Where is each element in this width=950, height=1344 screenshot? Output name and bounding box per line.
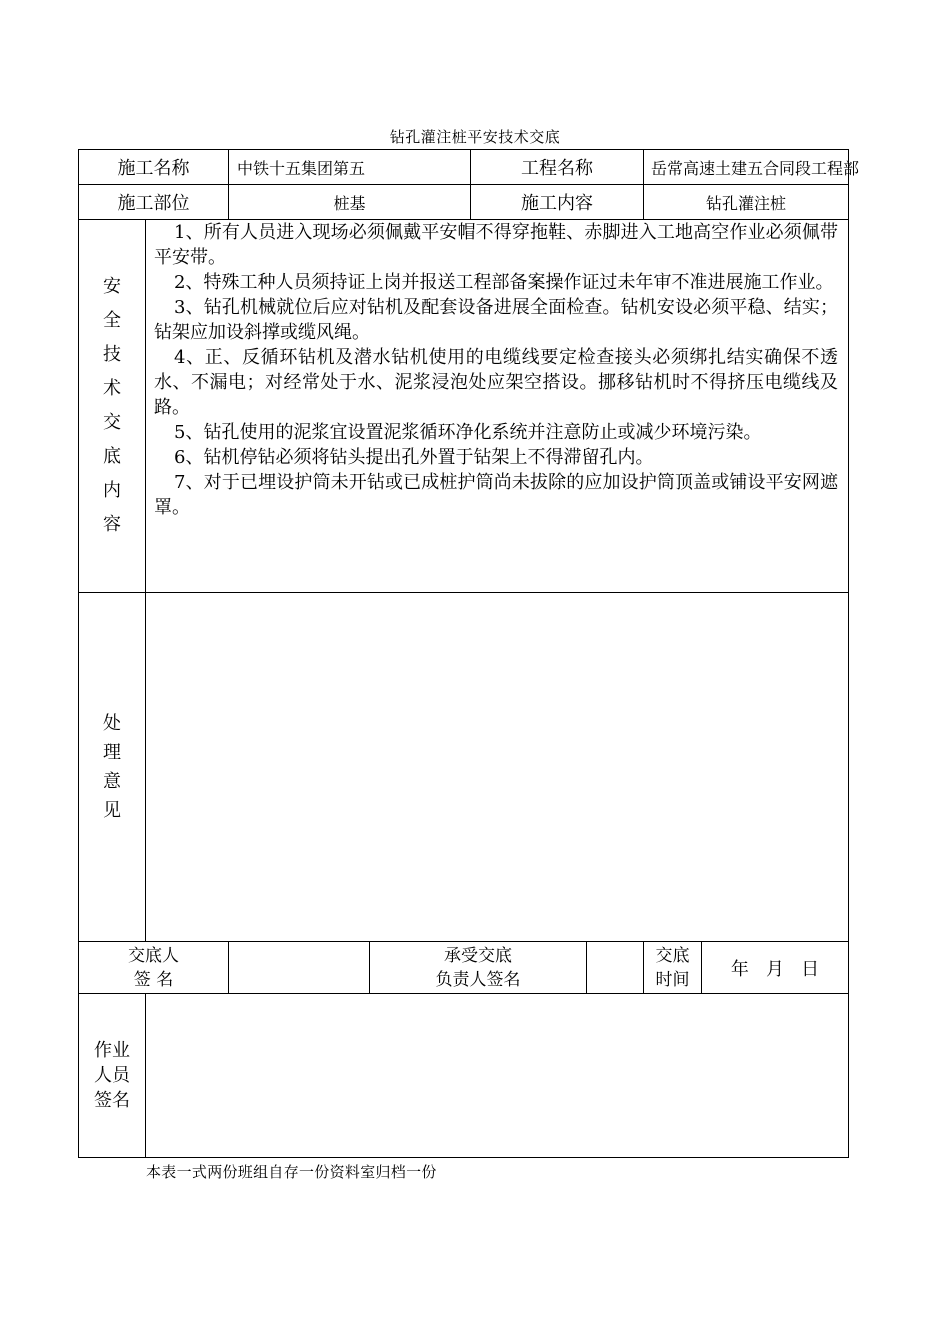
receiver-signature-field[interactable] [587,942,644,994]
label-char: 内 [103,480,121,501]
receiver-label-line: 负责人签名 [435,969,521,990]
time-cell [644,942,849,994]
worker-label-line: 人员 [94,1065,130,1086]
handling-opinion-field[interactable] [146,593,849,942]
construction-part-value: 桩基 [229,185,471,220]
row-worker-signatures [79,994,849,1158]
time-label-line: 时间 [655,969,690,990]
project-name-label: 工程名称 [471,150,644,185]
document-title: 钻孔灌注桩平安技术交底 [389,128,561,146]
disclosure-time-label [644,942,702,993]
receiver-signature-label [370,942,587,994]
safety-item: 3、钻孔机械就位后应对钻机及配套设备进展全面检查。钻机安设必须平稳、结实；钻架应加设斜撑或缆风绳。 [154,297,839,343]
discloser-label-line: 签 名 [133,969,174,990]
footer-note: 本表一式两份班组自存一份资料室归档一份 [146,1163,437,1181]
label-char: 处 [103,713,121,734]
construction-name-value: 中铁十五集团第五 [229,150,471,185]
safety-item: 1、所有人员进入现场必须佩戴平安帽不得穿拖鞋、赤脚进入工地高空作业必须佩带平安带。 [154,222,839,268]
construction-name-label: 施工名称 [79,150,229,185]
construction-content-value: 钻孔灌注桩 [644,185,849,220]
handling-opinion-label [79,593,146,942]
time-label-line: 交底 [655,945,690,966]
row-signatures [79,942,849,994]
label-char: 技 [103,344,121,365]
label-char: 术 [103,378,121,399]
label-char: 理 [103,742,121,763]
safety-item: 5、钻孔使用的泥浆宜设置泥浆循环净化系统并注意防止或减少环境污染。 [174,422,762,443]
row-safety-content [79,220,849,593]
discloser-label-line: 交底人 [128,945,179,966]
worker-label-line: 签名 [94,1090,130,1111]
label-char: 底 [103,446,121,467]
disclosure-date-field[interactable]: 年 月 日 [730,958,820,980]
label-char: 全 [103,310,121,331]
safety-item: 2、特殊工种人员须持证上岗并报送工程部备案操作证过未年审不准进展施工作业。 [174,272,834,293]
safety-item: 4、正、反循环钻机及潜水钻机使用的电缆线要定检查接头必须绑扎结实确保不透水、不漏电；对经常处于水、泥浆浸泡处应架空搭设。挪移钻机时不得挤压电缆线及路。 [154,347,839,418]
label-char: 见 [103,800,121,821]
label-char: 意 [103,771,121,792]
construction-content-label: 施工内容 [471,185,644,220]
row-handling-opinion [79,593,849,942]
safety-content-label [79,220,146,593]
discloser-signature-field[interactable] [229,942,370,994]
safety-item: 6、钻机停钻必须将钻头提出孔外置于钻架上不得滞留孔内。 [174,447,654,468]
label-char: 安 [103,276,121,297]
worker-signature-field[interactable] [146,994,849,1158]
label-char: 容 [103,514,121,535]
discloser-signature-label [79,942,229,994]
worker-label-line: 作业 [94,1040,130,1061]
safety-content-text [146,220,849,593]
receiver-label-line: 承受交底 [444,945,512,966]
worker-signature-label [79,994,146,1158]
label-char: 交 [103,412,121,433]
project-name-value: 岳常高速土建五合同段工程部 [644,150,849,185]
disclosure-form-table [78,149,860,1158]
construction-part-label: 施工部位 [79,185,229,220]
row-construction-name [79,150,849,185]
row-construction-part [79,185,849,220]
safety-item: 7、对于已埋设护筒未开钻或已成桩护筒尚未拔除的应加设护筒顶盖或铺设平安网遮罩。 [154,472,839,518]
